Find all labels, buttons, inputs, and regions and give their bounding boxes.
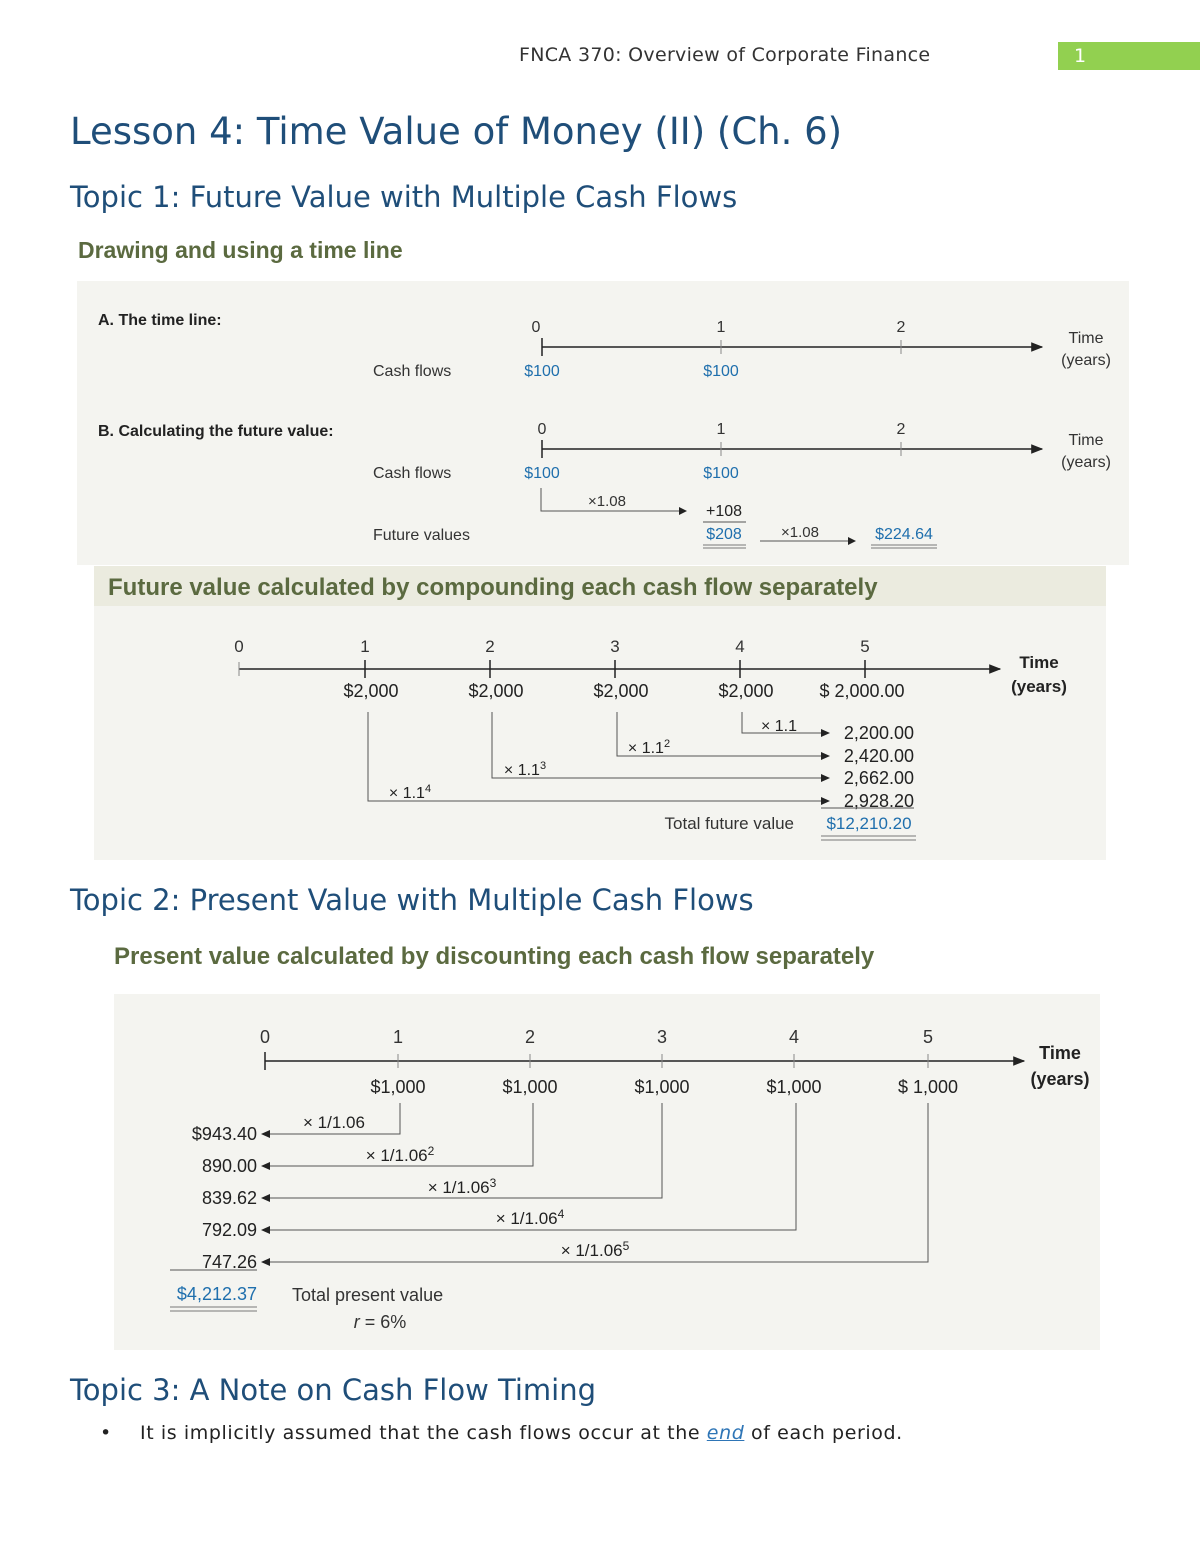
future-value: 2,928.20 [843, 791, 914, 811]
part-a-label: A. The time line: [98, 312, 222, 329]
time-axis-label: Time [1039, 1043, 1081, 1063]
period-label: 0 [537, 421, 547, 438]
factor-base: × 1.1 [388, 785, 425, 802]
part-b-label: B. Calculating the future value: [98, 423, 334, 440]
bullet-dot: • [100, 1422, 112, 1444]
discount-factor [428, 1176, 497, 1197]
compound-factor [628, 738, 670, 757]
period-label: 0 [234, 637, 244, 656]
present-value: 839.62 [201, 1188, 257, 1208]
time-axis-label: Time [1068, 432, 1104, 449]
factor-exponent: 2 [427, 1144, 435, 1158]
cash-flow: $2,000 [343, 681, 399, 701]
period-label: 2 [896, 319, 906, 336]
period-label: 0 [531, 319, 541, 336]
present-value: 747.26 [201, 1252, 257, 1272]
factor-exponent: 3 [539, 760, 547, 772]
period-label: 4 [735, 637, 745, 656]
future-value: 2,420.00 [843, 746, 914, 766]
period-label: 3 [610, 637, 620, 656]
cash-flows-label: Cash flows [373, 363, 452, 380]
bullet-text [140, 1422, 903, 1444]
future-value: $224.64 [875, 526, 933, 543]
cash-flow: $100 [703, 363, 739, 380]
cash-flow: $1,000 [634, 1077, 690, 1097]
factor-exponent: 2 [663, 738, 671, 750]
factor-base: × 1/1.06 [365, 1146, 428, 1165]
factor-exponent: 4 [424, 783, 432, 795]
page-number-tab [1058, 42, 1200, 70]
time-axis-label: Time [1019, 653, 1059, 672]
future-value: 2,200.00 [843, 723, 914, 743]
discounting-svg [100, 935, 1100, 1351]
cash-flow: $ 2,000.00 [819, 681, 905, 701]
compounding-svg [94, 566, 1106, 860]
figure-panel [94, 566, 1106, 860]
period-label: 1 [360, 637, 370, 656]
cash-flow: $2,000 [468, 681, 524, 701]
period-label: 5 [860, 637, 870, 656]
time-axis-label: (years) [1030, 1069, 1090, 1089]
factor-base: × 1/1.06 [427, 1178, 490, 1197]
time-axis-label: (years) [1011, 677, 1067, 696]
time-axis-label: (years) [1061, 352, 1111, 369]
cash-flow: $100 [524, 465, 560, 482]
cash-flow: $1,000 [766, 1077, 822, 1097]
compound-factor: ×1.08 [588, 493, 626, 510]
future-values-label: Future values [373, 527, 470, 544]
running-header: FNCA 370: Overview of Corporate Finance [519, 44, 931, 66]
cash-flows-label: Cash flows [373, 465, 452, 482]
factor-exponent: 4 [557, 1207, 565, 1221]
total-pv: $4,212.37 [176, 1284, 257, 1304]
discount-factor [561, 1239, 630, 1260]
period-label: 1 [716, 421, 726, 438]
topic-3-heading: Topic 3: A Note on Cash Flow Timing [70, 1373, 596, 1407]
cash-flow: $100 [524, 363, 560, 380]
total-pv-label: Total present value [292, 1285, 444, 1305]
discount-factor [496, 1207, 565, 1228]
topic-1-heading: Topic 1: Future Value with Multiple Cash Flows [70, 180, 738, 214]
time-axis-label: Time [1068, 330, 1104, 347]
period-label: 2 [896, 421, 906, 438]
page-number: 1 [1074, 45, 1087, 67]
time-axis-label: (years) [1061, 454, 1111, 471]
timeline-figure [70, 232, 1135, 568]
period-label: 1 [392, 1027, 404, 1047]
factor-base: × 1/1.06 [303, 1113, 365, 1132]
discount-factor [303, 1113, 365, 1132]
discount-factor [366, 1144, 435, 1165]
cash-flow: $100 [703, 465, 739, 482]
compound-factor [504, 760, 546, 779]
discounting-figure [100, 935, 1100, 1351]
period-label: 2 [524, 1027, 536, 1047]
bullet-text-before: It is implicitly assumed that the cash flows occur at the [140, 1422, 707, 1444]
rate-variable: r [353, 1312, 360, 1332]
factor-base: × 1.1 [627, 740, 664, 757]
factor-exponent: 5 [622, 1239, 630, 1253]
compound-factor [761, 718, 797, 735]
future-value: 2,662.00 [843, 768, 914, 788]
period-label: 3 [656, 1027, 668, 1047]
lesson-title: Lesson 4: Time Value of Money (II) (Ch. 6) [70, 110, 843, 153]
present-value: 890.00 [201, 1156, 257, 1176]
cash-flow: $1,000 [370, 1077, 426, 1097]
cash-flow: $1,000 [502, 1077, 558, 1097]
compound-factor [389, 783, 431, 802]
factor-base: × 1.1 [503, 762, 540, 779]
factor-base: × 1/1.06 [495, 1209, 558, 1228]
period-label: 4 [788, 1027, 800, 1047]
cash-flow: $2,000 [593, 681, 649, 701]
factor-exponent: 3 [489, 1176, 497, 1190]
rate-label [354, 1312, 407, 1332]
period-label: 0 [259, 1027, 271, 1047]
present-value: 792.09 [201, 1220, 257, 1240]
timeline-svg [70, 232, 1135, 568]
bullet-text-after: of each period. [744, 1422, 903, 1444]
compound-factor: ×1.08 [781, 524, 819, 541]
period-label: 1 [716, 319, 726, 336]
period-label: 5 [922, 1027, 934, 1047]
cash-flow: $2,000 [718, 681, 774, 701]
present-value: $943.40 [191, 1124, 257, 1144]
figure-caption: Future value calculated by compounding each cash flow separately [108, 574, 878, 601]
figure-caption: Present value calculated by discounting each cash flow separately [114, 943, 875, 970]
bullet-emphasis: end [706, 1422, 745, 1444]
figure-panel [114, 994, 1100, 1350]
topic-2-heading: Topic 2: Present Value with Multiple Cash Flows [70, 883, 754, 917]
total-fv: $12,210.20 [826, 814, 912, 833]
factor-base: × 1.1 [760, 718, 798, 735]
total-fv-label: Total future value [664, 814, 794, 833]
factor-base: × 1/1.06 [560, 1241, 623, 1260]
plus-interest: +108 [705, 503, 743, 520]
future-value: $208 [706, 526, 742, 543]
figure-caption: Drawing and using a time line [78, 237, 403, 263]
compounding-figure [94, 566, 1106, 860]
rate-value: = 6% [359, 1312, 407, 1332]
period-label: 2 [485, 637, 495, 656]
cash-flow: $ 1,000 [897, 1077, 959, 1097]
